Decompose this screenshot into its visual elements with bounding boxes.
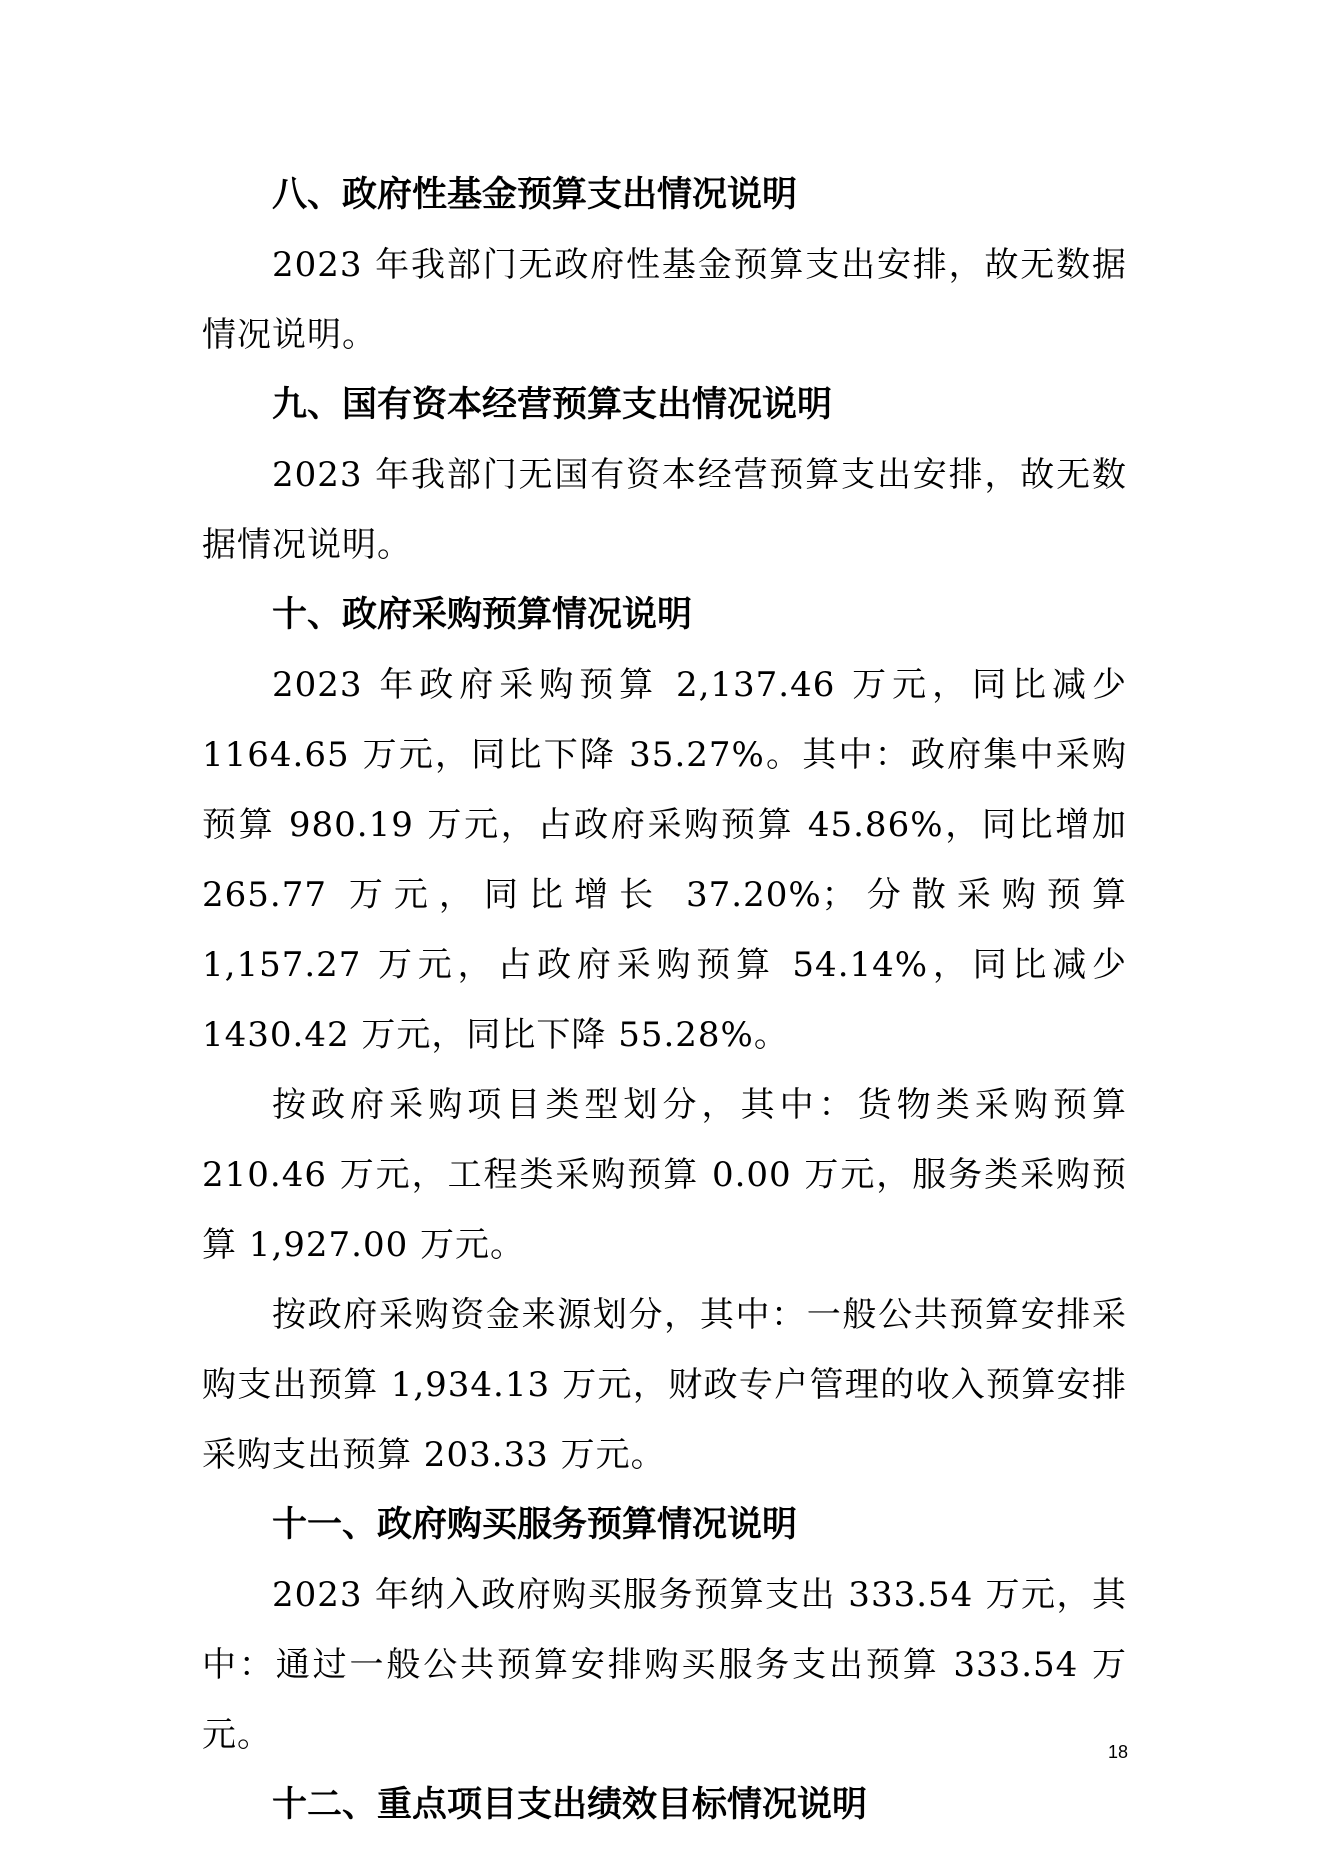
section-heading-11: 十一、政府购买服务预算情况说明 (272, 1505, 798, 1545)
section-8-paragraph-1: 2023 年我部门无政府性基金预算支出安排，故无数据情况说明。 (202, 245, 1127, 355)
section-10-paragraph-3: 按政府采购资金来源划分，其中：一般公共预算安排采购支出预算 1,934.13 万元，财政专户管理的收入预算安排采购支出预算 203.33 万元。 (202, 1295, 1127, 1475)
section-11-paragraph-1: 2023 年纳入政府购买服务预算支出 333.54 万元，其中：通过一般公共预算安排购买服务支出预算 333.54 万元。 (202, 1575, 1127, 1755)
section-heading-12: 十二、重点项目支出绩效目标情况说明 (272, 1785, 868, 1825)
page-number: 18 (1107, 1742, 1128, 1762)
section-10-paragraph-2: 按政府采购项目类型划分，其中：货物类采购预算 210.46 万元，工程类采购预算 0.00 万元，服务类采购预算 1,927.00 万元。 (202, 1085, 1127, 1265)
section-heading-8: 八、政府性基金预算支出情况说明 (272, 175, 798, 215)
section-heading-9: 九、国有资本经营预算支出情况说明 (272, 385, 833, 425)
section-10-paragraph-1: 2023 年政府采购预算 2,137.46 万元，同比减少 1164.65 万元，同比下降 35.27%。其中：政府集中采购预算 980.19 万元，占政府采购预算 45.86%，同比增加 265.77 万元，同比增长 37.20%；分散采购预算 1,157.27 万元，占政府采购预算 54.14%，同比减少 1430.42 万元，同比下降 55.28%。 (202, 665, 1127, 1055)
section-9-paragraph-1: 2023 年我部门无国有资本经营预算支出安排，故无数据情况说明。 (202, 455, 1127, 565)
section-heading-10: 十、政府采购预算情况说明 (272, 595, 693, 635)
page-content (202, 160, 1127, 1840)
